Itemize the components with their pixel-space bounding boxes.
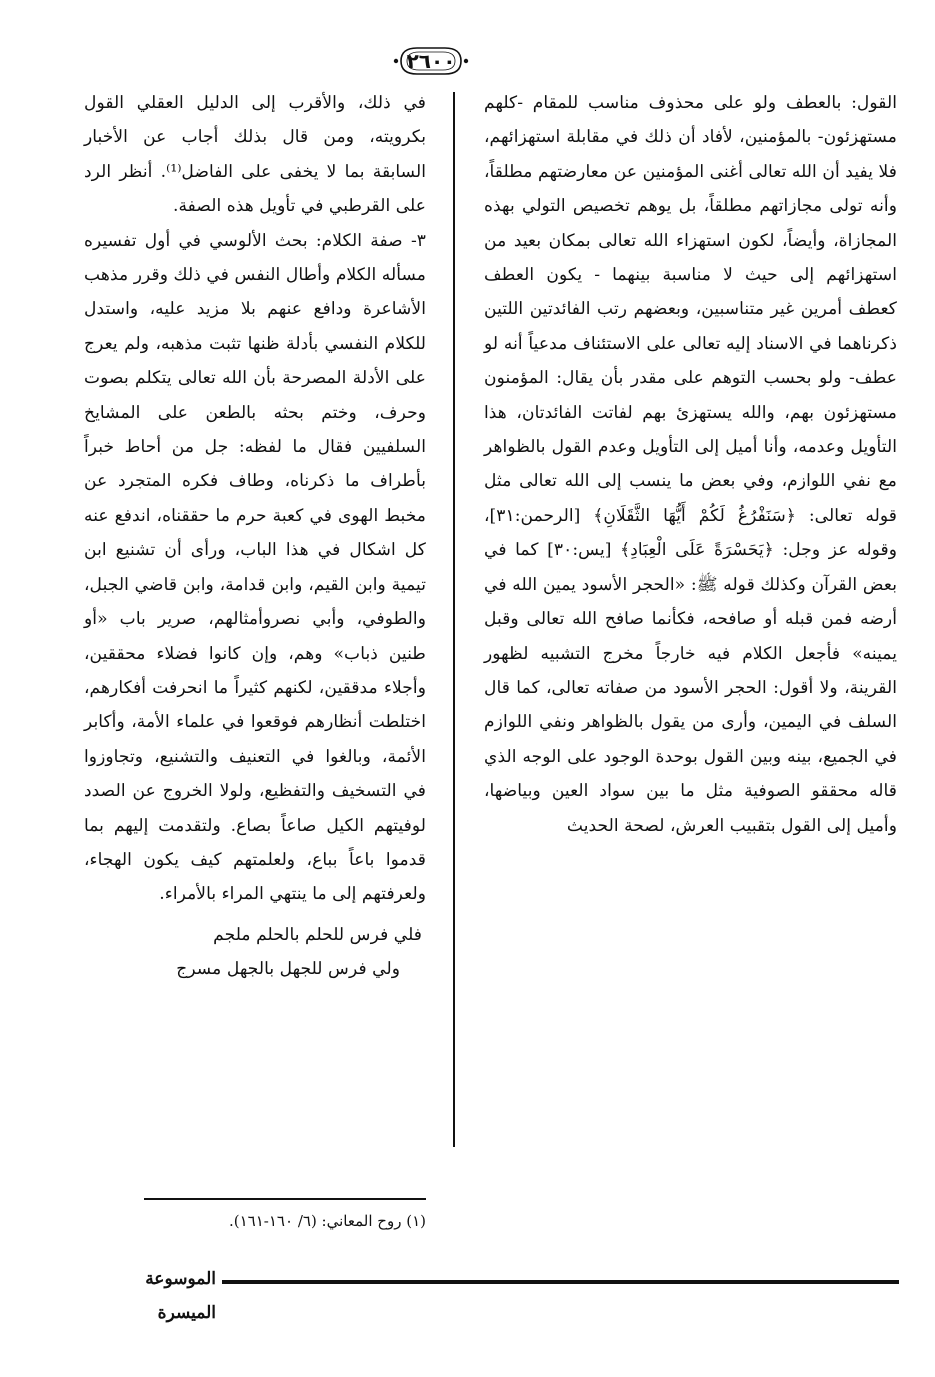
left-column-paragraph-1: في ذلك، والأقرب إلى الدليل العقلي القول بكرويته، ومن قال بذلك أجاب عن الأخبار السابقة بما لا يخفى على الفاضل⁽¹⁾. أنظر الرد على القرطبي في تأويل هذه الصفة.	[84, 93, 427, 217]
footer-title: الموسوعة الميسرة	[145, 1269, 216, 1323]
right-column	[484, 86, 897, 843]
footnote-separator	[144, 1198, 426, 1200]
poem-verse-1: فلي فرس للحلم بالحلم ملجم	[213, 924, 422, 945]
page-number: ٢٦٠٠	[406, 49, 456, 73]
poem-verse-2: ولي فرس للجهل بالجهل مسرج	[176, 959, 400, 980]
page-number-badge	[393, 44, 469, 78]
footnote: (١) روح المعاني: (٦/ ١٦٠-١٦١).	[229, 1212, 426, 1230]
poem-verses	[84, 918, 426, 987]
left-column	[84, 86, 426, 987]
column-divider	[453, 92, 455, 1147]
footer-rule	[222, 1280, 899, 1284]
right-column-paragraph: القول: بالعطف ولو على محذوف مناسب للمقام -كلهم مستهزئون- بالمؤمنين، لأفاد أن ذلك في مقابلة استهزائهم، فلا يفيد أن الله تعالى أغنى المؤمنين عن معارضتهم مطلقاً، وأنه تولى مجازاتهم مطلقاً، بل يوهم تخصيص التولي بهذه المجازاة، وأيضاً، لكون استهزاء الله تعالى بمكان بعيد من استهزائهم إلى حيث لا مناسبة بينهما - يكون العطف كعطف أمرين غير متناسبين، وبعضهم رتب الفائدتين اللتين ذكرناهما في الاسناد إليه تعالى على الاستئناف مدعياً أنه لو عطف- ولو بحسب التوهم على مقدر بأن يقال: المؤمنون مستهزئون بهم، والله يستهزئ بهم لفاتت الفائدتان، هذا التأويل وعدمه، وأنا أميل إلى التأويل وعدم القول بالظواهر مع نفي اللوازم، وفي بعض ما ينسب إلى الله تعالى مثل قوله تعالى: ﴿سَنَفْرُغُ لَكُمْ أَيُّهَا الثَّقَلَانِ﴾ [الرحمن:٣١]، وقوله عز وجل: ﴿يَحَسْرَةً عَلَى الْعِبَادِ﴾ [يس:٣٠] كما في بعض القرآن وكذلك قوله ﷺ: «الحجر الأسود يمين الله في أرضه فمن قبله أو صافحه، فكأنما صافح الله تعالى وقبل يمينه» فأجعل الكلام فيه خارجاً مخرج التشبيه لظهور القرينة، ولا أقول: الحجر الأسود من صفاته تعالى، كما قال السلف في اليمين، وأرى من يقول بالظواهر ونفي اللوازم في الجميع، بينه وبين القول بوحدة الوجود على الوجه الذي قاله محققو الصوفية مثل ما بين سواد العين وبياضها، وأميل إلى القول بتقبيب العرش، لصحة الحديث	[484, 93, 897, 836]
left-column-paragraph-2: ٣- صفة الكلام: بحث الألوسي في أول تفسيره مسأله الكلام وأطال النفس في ذلك وقرر مذهب الأشاعرة ودافع عنهم بلا مزيد عليه، واستدل للكلام النفسي بأدلة ظنها تثبت مذهبه، ولم يعرج على الأدلة المصرحة بأن الله تعالى يتكلم بصوت وحرف، وختم بحثه بالطعن على المشايخ السلفيين فقال ما لفظه: جل من أحاط خبراً بأطراف ما ذكرناه، وطاف فكره المتجرد عن مخبط الهوى في كعبة حرم ما حققناه، اندفع عنه كل اشكال في هذا الباب، ورأى أن تشنيع ابن تيمية وابن القيم، وابن قدامة، وابن قاضي الجبل، والطوفي، وأبي نصروأمثالهم، صرير باب «أو طنين ذباب» وهم، وإن كانوا فضلاء محققين، وأجلاء مدققين، لكنهم كثيراً ما انحرفت أفكارهم، اختلطت أنظارهم فوقعوا في علماء الأمة، وأكابر الأئمة، وبالغوا في التعنيف والتشنيع، وتجاوزوا في التسخيف والتفظيع، ولولا الخروج عن الصدد لوفيتهم الكيل صاعاً بصاع. ولتقدمت إليهم بما قدموا باعاً بباع، ولعلمتهم كيف يكون الهجاء، ولعرفتهم إلى ما ينتهي المراء بالأمراء.	[84, 230, 426, 905]
